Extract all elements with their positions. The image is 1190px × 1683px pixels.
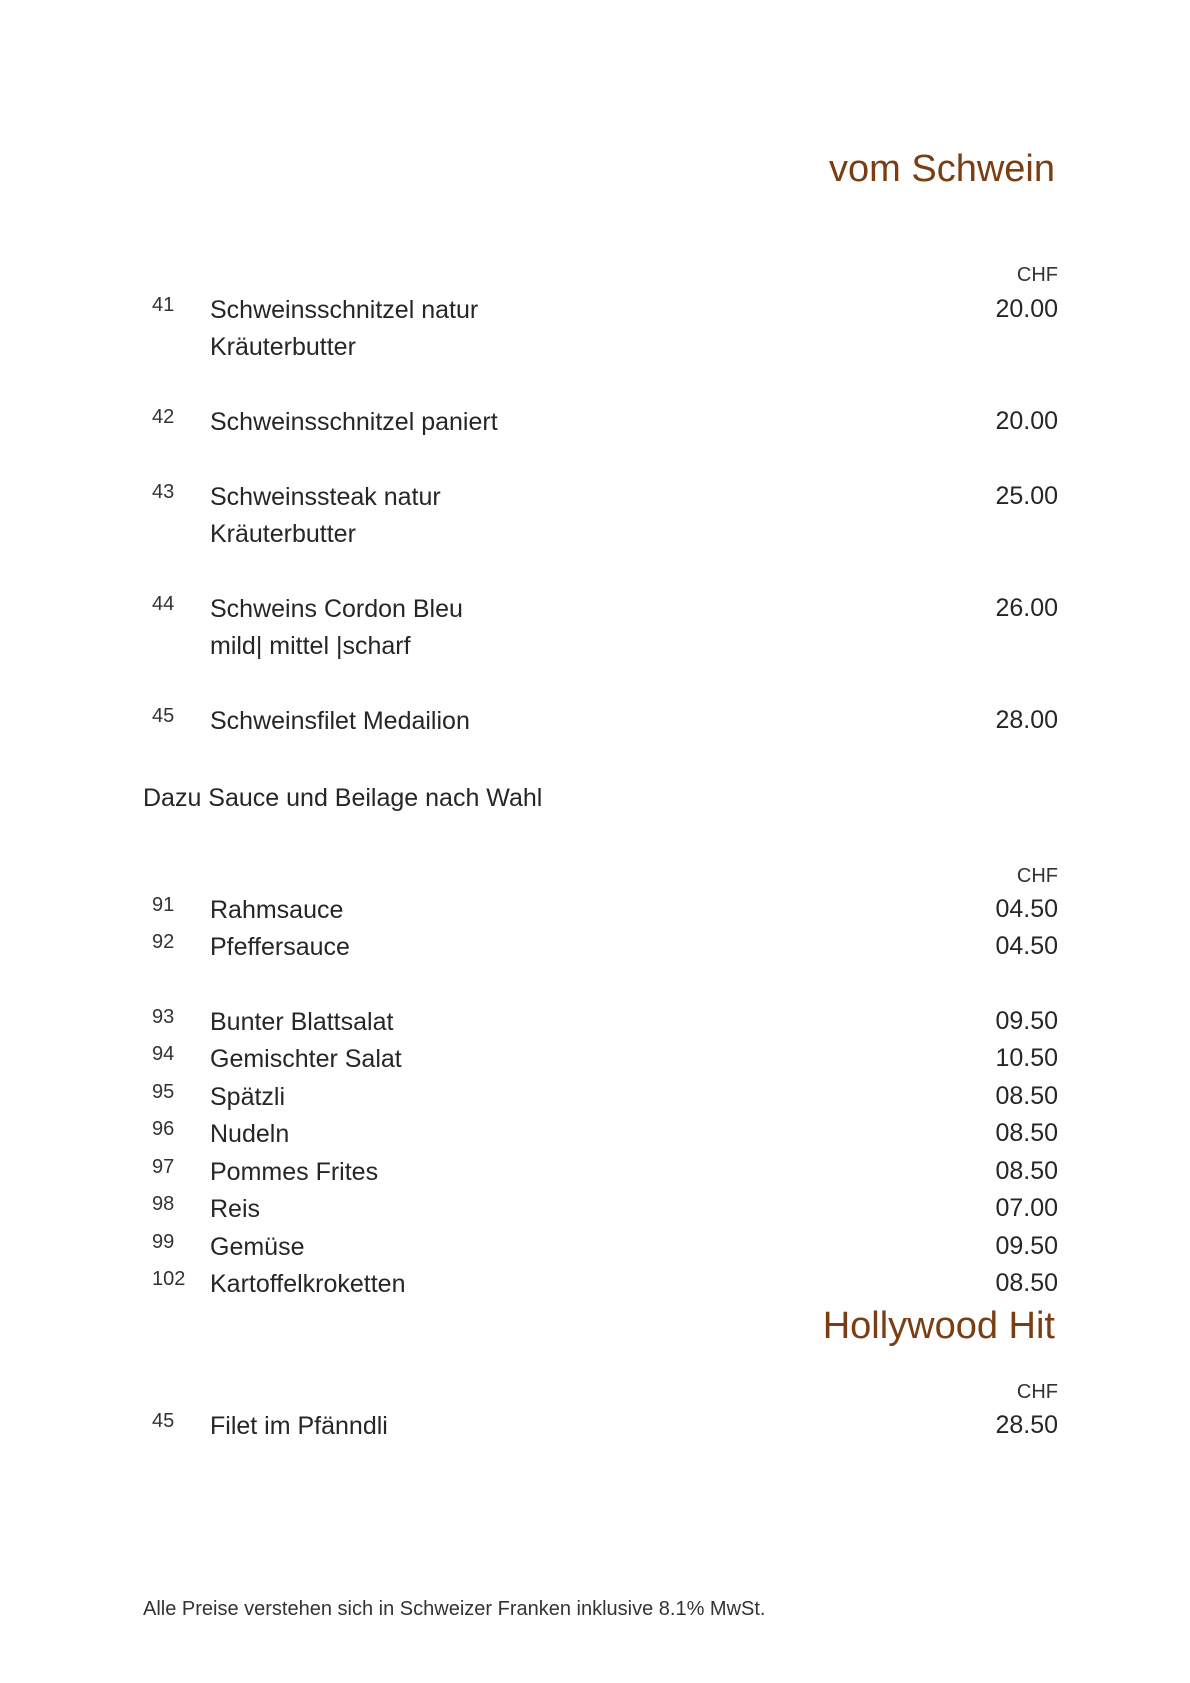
item-price: 04.50 xyxy=(995,932,1058,960)
item-price: 25.00 xyxy=(995,482,1058,510)
section-title-vom-schwein: vom Schwein xyxy=(829,148,1055,190)
item-name: Schweinsschnitzel paniert xyxy=(210,408,498,436)
item-number: 97 xyxy=(152,1156,175,1178)
item-number: 45 xyxy=(152,1410,175,1432)
item-number: 98 xyxy=(152,1193,175,1215)
item-number: 96 xyxy=(152,1118,175,1140)
item-price: 28.50 xyxy=(995,1411,1058,1439)
item-price: 04.50 xyxy=(995,895,1058,923)
item-price: 07.00 xyxy=(995,1194,1058,1222)
item-number: 44 xyxy=(152,593,175,615)
item-name: Schweinsschnitzel natur xyxy=(210,296,479,324)
item-price: 20.00 xyxy=(995,295,1058,323)
item-name: Gemischter Salat xyxy=(210,1045,402,1073)
currency-label: CHF xyxy=(1016,264,1058,286)
currency-label: CHF xyxy=(1016,865,1058,887)
item-price: 20.00 xyxy=(995,407,1058,435)
item-name: Nudeln xyxy=(210,1120,290,1148)
item-price: 08.50 xyxy=(995,1082,1058,1110)
item-price: 26.00 xyxy=(995,594,1058,622)
section-title-hollywood-hit: Hollywood Hit xyxy=(822,1305,1055,1347)
item-price: 08.50 xyxy=(995,1157,1058,1185)
item-price: 08.50 xyxy=(995,1269,1058,1297)
item-number: 42 xyxy=(152,406,175,428)
currency-label: CHF xyxy=(1016,1381,1058,1403)
item-price: 08.50 xyxy=(995,1119,1058,1147)
item-price: 09.50 xyxy=(995,1007,1058,1035)
item-price: 09.50 xyxy=(995,1232,1058,1260)
item-number: 93 xyxy=(152,1006,175,1028)
item-name: Bunter Blattsalat xyxy=(210,1008,394,1036)
item-description: Kräuterbutter xyxy=(210,333,356,361)
item-number: 95 xyxy=(152,1081,175,1103)
item-number: 91 xyxy=(152,894,175,916)
item-number: 94 xyxy=(152,1043,175,1065)
item-price: 10.50 xyxy=(995,1044,1058,1072)
item-name: Gemüse xyxy=(210,1233,305,1261)
item-name: Schweinssteak natur xyxy=(210,483,441,511)
item-number: 43 xyxy=(152,481,175,503)
item-name: Rahmsauce xyxy=(210,896,344,924)
item-number: 92 xyxy=(152,931,175,953)
item-name: Pfeffersauce xyxy=(210,933,350,961)
item-price: 28.00 xyxy=(995,706,1058,734)
item-name: Reis xyxy=(210,1195,261,1223)
item-number: 102 xyxy=(152,1268,186,1290)
item-name: Pommes Frites xyxy=(210,1158,379,1186)
side-note: Dazu Sauce und Beilage nach Wahl xyxy=(143,784,543,812)
item-name: Schweinsfilet Medailion xyxy=(210,707,470,735)
item-number: 41 xyxy=(152,294,175,316)
item-number: 45 xyxy=(152,705,175,727)
item-description: mild| mittel |scharf xyxy=(210,632,411,660)
item-number: 99 xyxy=(152,1231,175,1253)
item-name: Kartoffelkroketten xyxy=(210,1270,406,1298)
item-name: Schweins Cordon Bleu xyxy=(210,595,463,623)
item-name: Spätzli xyxy=(210,1083,286,1111)
footer-note: Alle Preise verstehen sich in Schweizer Franken inklusive 8.1% MwSt. xyxy=(143,1598,766,1620)
item-name: Filet im Pfänndli xyxy=(210,1412,388,1440)
item-description: Kräuterbutter xyxy=(210,520,356,548)
